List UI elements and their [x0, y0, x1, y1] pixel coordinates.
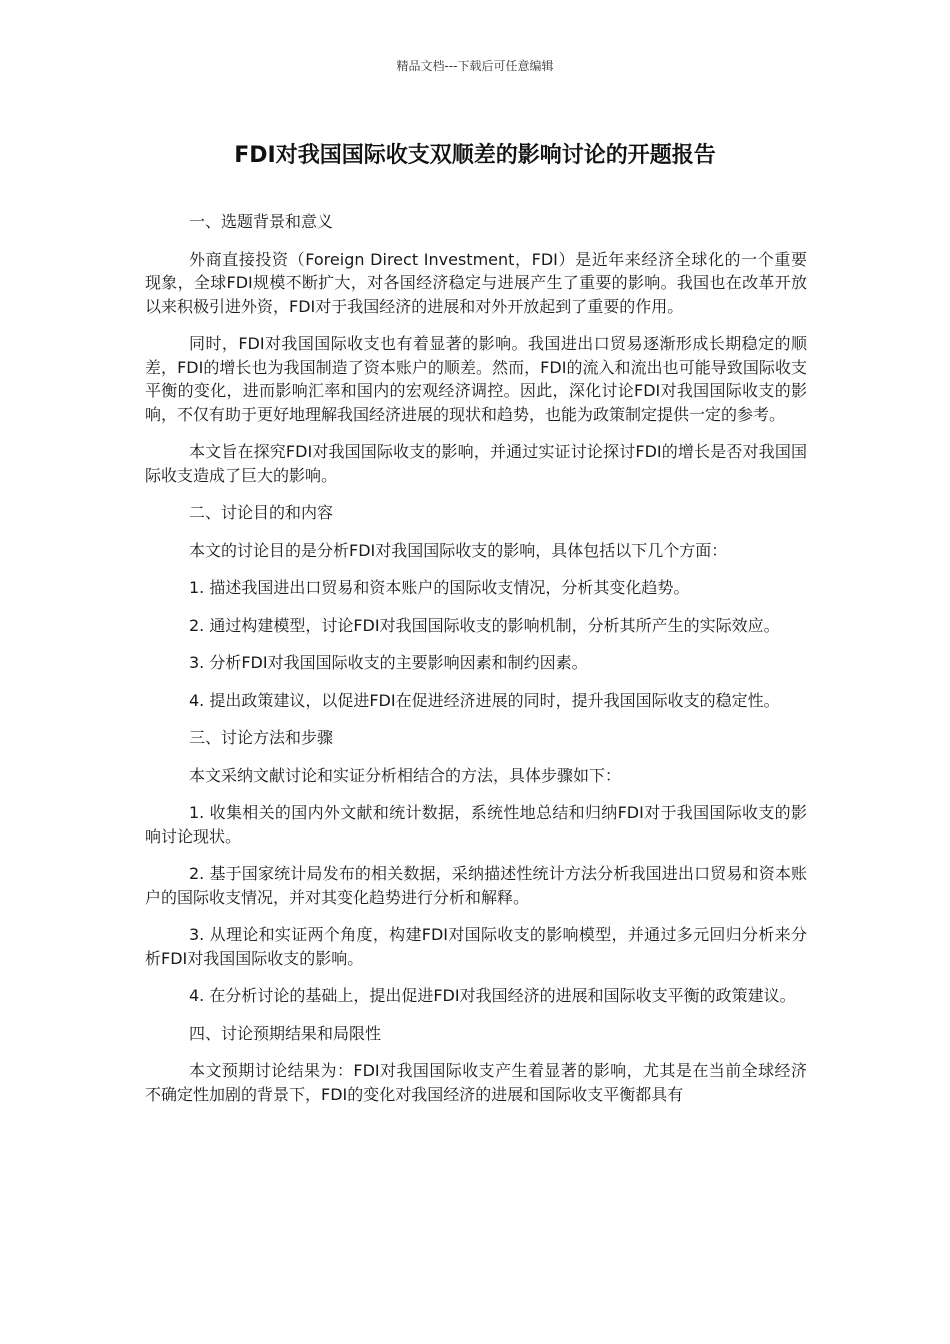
section-heading-background: 一、选题背景和意义	[189, 212, 334, 231]
document-title: FDI对我国国际收支双顺差的影响讨论的开题报告	[234, 143, 716, 168]
list-item-method-1: 1. 收集相关的国内外文献和统计数据，系统性地总结和归纳FDI对于我国国际收支的影响讨论现状。	[145, 803, 807, 846]
section-heading-objectives: 二、讨论目的和内容	[189, 503, 334, 522]
paragraph-expected-results: 本文预期讨论结果为：FDI对我国国际收支产生着显著的影响，尤其是在当前全球经济不确定性加剧的背景下，FDI的变化对我国经济的进展和国际收支平衡都具有	[145, 1061, 807, 1104]
list-item-objective-1: 1. 描述我国进出口贸易和资本账户的国际收支情况，分析其变化趋势。	[189, 578, 690, 597]
paragraph-objectives-intro: 本文的讨论目的是分析FDI对我国国际收支的影响，具体包括以下几个方面：	[189, 540, 728, 560]
paragraph-purpose: 本文旨在探究FDI对我国国际收支的影响，并通过实证讨论探讨FDI的增长是否对我国国际收支造成了巨大的影响。	[145, 442, 807, 485]
list-item-method-3: 3. 从理论和实证两个角度，构建FDI对国际收支的影响模型，并通过多元回归分析来分析FDI对我国国际收支的影响。	[145, 925, 807, 968]
list-item-objective-3: 3. 分析FDI对我国国际收支的主要影响因素和制约因素。	[189, 653, 588, 672]
header-note: 精品文档---下载后可任意编辑	[396, 59, 554, 73]
list-item-method-2: 2. 基于国家统计局发布的相关数据，采纳描述性统计方法分析我国进出口贸易和资本账户的国际收支情况，并对其变化趋势进行分析和解释。	[145, 864, 807, 907]
paragraph-fdi-balance: 同时，FDI对我国国际收支也有着显著的影响。我国进出口贸易逐渐形成长期稳定的顺差，FDI的增长也为我国制造了资本账户的顺差。然而，FDI的流入和流出也可能导致国际收支平衡的变化，进而影响汇率和国内的宏观经济调控。因此，深化讨论FDI对我国国际收支的影响，不仅有助于更好地理解我国经济进展的现状和趋势，也能为政策制定提供一定的参考。	[145, 334, 807, 424]
list-item-method-4: 4. 在分析讨论的基础上，提出促进FDI对我国经济的进展和国际收支平衡的政策建议。	[189, 986, 796, 1005]
list-item-objective-2: 2. 通过构建模型，讨论FDI对我国国际收支的影响机制，分析其所产生的实际效应。	[189, 615, 780, 635]
paragraph-fdi-intro: 外商直接投资（Foreign Direct Investment，FDI）是近年来经济全球化的一个重要现象，全球FDI规模不断扩大，对各国经济稳定与进展产生了重要的影响。我国也在改革开放以来积极引进外资，FDI对于我国经济的进展和对外开放起到了重要的作用。	[145, 249, 807, 316]
paragraph-methods-intro: 本文采纳文献讨论和实证分析相结合的方法，具体步骤如下：	[189, 765, 622, 785]
document-body	[145, 210, 807, 1120]
section-heading-methods: 三、讨论方法和步骤	[189, 728, 334, 747]
list-item-objective-4: 4. 提出政策建议，以促进FDI在促进经济进展的同时，提升我国国际收支的稳定性。	[189, 690, 780, 710]
section-heading-expected-results: 四、讨论预期结果和局限性	[189, 1023, 382, 1043]
